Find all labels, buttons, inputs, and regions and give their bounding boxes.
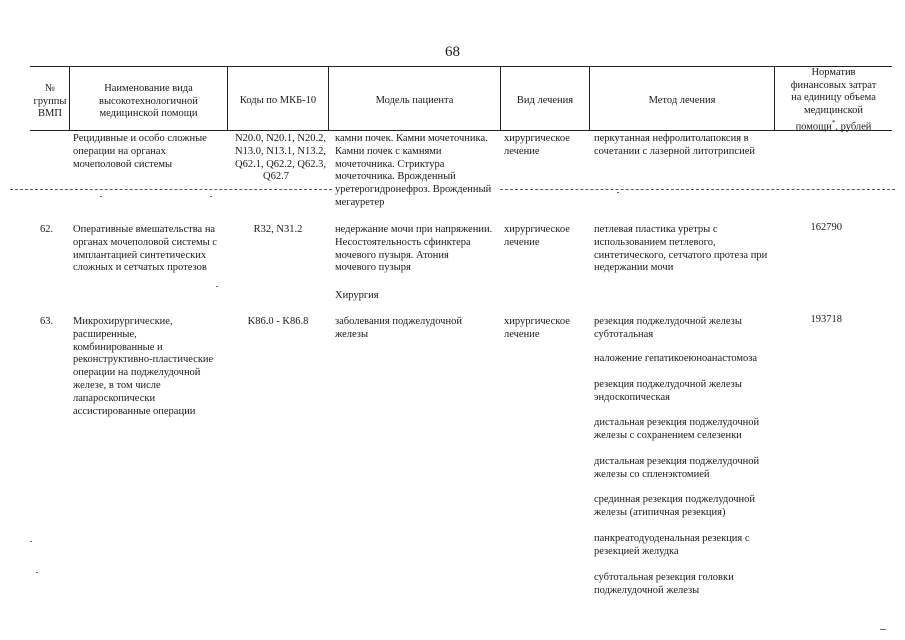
cont-model: камни почек. Камни мочеточника. Камни почек с камнями мочеточника. Стриктура мочеточника. Врожденный уретерогидронефроз. Врожденный мегауретер [335,133,492,208]
scan-speck [210,196,212,197]
section-heading: Хирургия [335,290,379,301]
scan-speck [880,629,886,630]
row-62-treatment: хирургическое лечение [504,224,570,248]
page-break-rule [500,189,895,190]
row-63-codes: K86.0 - K86.8 [247,316,309,327]
row-63-model: заболевания поджелудочной железы [335,316,462,340]
cont-treatment: хирургическое лечение [504,133,570,157]
header-codes: Коды по МКБ-10 [239,95,317,106]
scan-speck [36,572,38,573]
row-62-cost: 162790 [810,222,842,233]
method-item: субтотальная резекция головки поджелудочной железы [594,572,734,596]
header-norm: Норматив финансовых затрат на единицу объема медицинской помощи*, рублей [790,67,877,133]
header-method: Метод лечения [648,95,716,106]
row-63-name: Микрохирургические, расширенные, комбинированные и реконструктивно-пластические операции на поджелудочной железе, в том числе лапароскопически ассистированные операции [73,316,214,417]
page-break-rule [10,189,332,190]
method-item: панкреатодуоденальная резекция с резекцией желудка [594,533,750,557]
row-62-method: петлевая пластика уретры с использованием петлевого, синтетического, сетчатого протеза при недержании мочи [594,224,768,274]
row-62-number: 62. [40,224,54,235]
cont-method: перкутанная нефролитолапоксия в сочетании с лазерной литотрипсией [594,133,755,157]
method-item: дистальная резекция поджелудочной железы со спленэктомией [594,456,760,480]
method-item: наложение гепатикоеюноанастомоза [594,353,758,364]
header-treatment: Вид лечения [516,95,574,106]
row-63-treatment: хирургическое лечение [504,316,570,340]
header-group: № группы ВМП [33,83,67,119]
method-item: резекция поджелудочной железы субтотальная [594,316,742,340]
scan-speck [216,286,218,287]
header-model: Модель пациента [375,95,454,106]
method-item: срединная резекция поджелудочной железы (атипичная резекция) [594,494,755,518]
page-number: 68 [445,44,460,60]
row-62-codes: R32, N31.2 [253,224,303,235]
cont-name: Рецидивные и особо сложные операции на органах мочеполовой системы [73,133,207,170]
method-item: резекция поджелудочной железы эндоскопическая [594,379,742,403]
header-top-rule [30,66,892,67]
row-63-number: 63. [40,316,54,327]
method-item: дистальная резекция поджелудочной железы с сохранением селезенки [594,417,760,441]
cont-codes: N20.0, N20.1, N20.2, N13.0, N13.1, N13.2, Q62.1, Q62.2, Q62.3, Q62.7 [235,133,326,183]
scan-speck [100,196,102,197]
header-bottom-rule [30,130,892,131]
scan-speck [617,192,619,193]
header-name: Наименование вида высокотехнологичной медицинской помощи [99,83,198,119]
row-62-model: недержание мочи при напряжении. Несостоятельность сфинктера мочевого пузыря. Атония мочевого пузыря [335,224,493,274]
row-63-cost: 193718 [810,314,842,325]
row-62-name: Оперативные вмешательства на органах мочеполовой системы с имплантацией синтетических сложных и сетчатых протезов [73,224,217,274]
scan-speck [30,541,32,542]
